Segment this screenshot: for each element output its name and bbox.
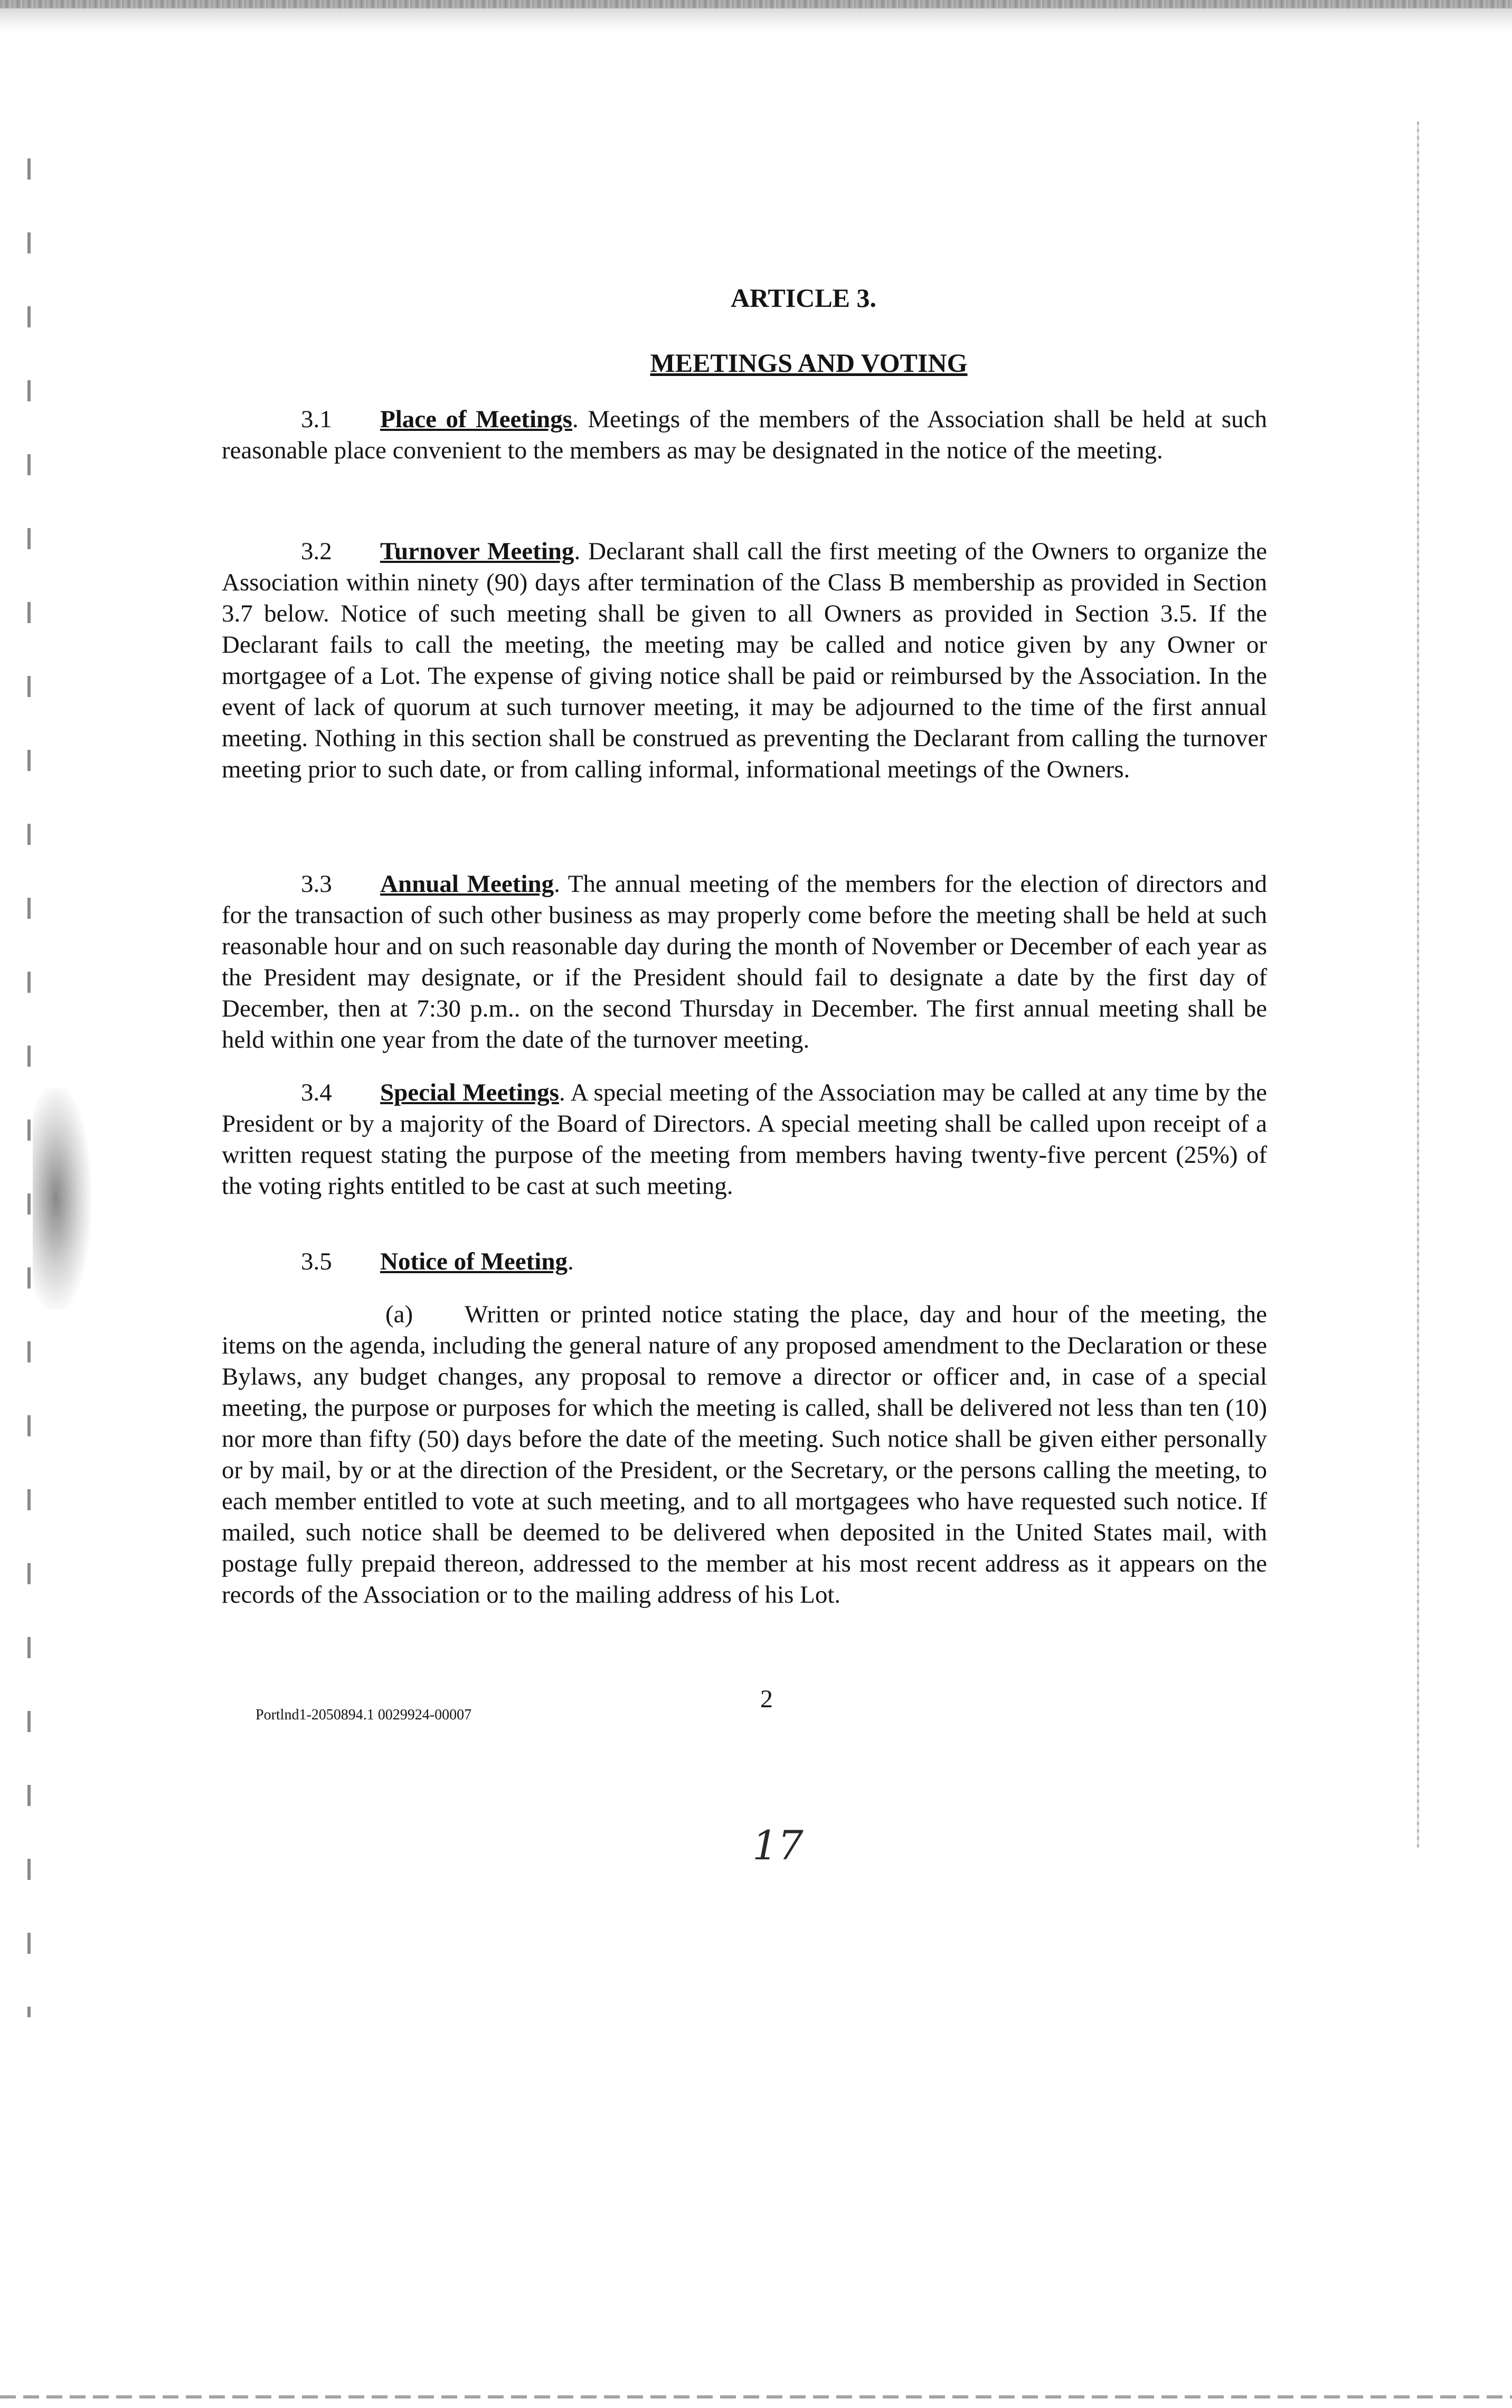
section-number: 3.1: [301, 406, 332, 433]
section-number: 3.5: [301, 1248, 332, 1275]
subsection-text: Written or printed notice stating the place, day and hour of the meeting, the items on the agenda, including the general nature of any proposed amendment to the Declaration or these Bylaws, any budget changes, any proposal to remove a director or officer and, in case of a special meeting, the purpose or purposes for which the meeting is called, shall be delivered not less than ten (10) nor more than fifty (50) days before the date of the meeting. Such notice shall be given either personally or by mail, by or at the direction of the President, or the Secretary, or the persons calling the meeting, to each member entitled to vote at such meeting, and to all mortgagees who have requested such notice. If mailed, such notice shall be deemed to be delivered when deposited in the United States mail, with postage fully prepaid thereon, addressed to the member at his most recent address as it appears on the records of the Association or to the mailing address of his Lot.: [222, 1301, 1267, 1609]
section-3-2: [222, 536, 1267, 785]
section-3-3: [222, 869, 1267, 1056]
section-3-5: [222, 1246, 1267, 1277]
section-text: . The annual meeting of the members for the election of directors and for the transaction of such other business as may properly come before the meeting shall be held at such reasonable hour and on such reasonable day during the month of November or December of each year as the President may designate, or if the President should fail to designate a date by the first day of December, then at 7:30 p.m.. on the second Thursday in December. The first annual meeting shall be held within one year from the date of the turnover meeting.: [222, 870, 1267, 1054]
section-3-1: [222, 404, 1267, 466]
scan-bottom-edge: [0, 2395, 1512, 2398]
scan-smudge: [33, 1088, 91, 1310]
section-3-4: [222, 1077, 1267, 1202]
handwritten-page-mark: 17: [752, 1822, 804, 1869]
article-title: ARTICLE 3.: [730, 283, 877, 313]
scan-left-edge: [27, 158, 31, 2017]
section-title: Notice of Meeting: [380, 1248, 568, 1275]
scan-top-band: [0, 0, 1512, 8]
subsection-a: [222, 1299, 1267, 1611]
section-number: 3.2: [301, 538, 332, 565]
section-title: Annual Meeting: [380, 870, 554, 898]
section-text: . Meetings of the members of the Association shall be held at such reasonable place convenient to the members as may be designated in the notice of the meeting.: [222, 406, 1267, 464]
section-title: Turnover Meeting: [380, 538, 574, 565]
scan-right-edge: [1417, 121, 1419, 1848]
page-number: 2: [760, 1685, 773, 1713]
section-heading: MEETINGS AND VOTING: [650, 348, 968, 378]
section-text: .: [567, 1248, 574, 1275]
section-title: Special Meetings: [380, 1079, 559, 1106]
section-text: . Declarant shall call the first meeting of the Owners to organize the Association within ninety (90) days after termination of the Class B membership as provided in Section 3.7 below. Notice of such meeting shall be given to all Owners as provided in Section 3.5. If the Declarant fails to call the meeting, the meeting may be called and notice given by any Owner or mortgagee of a Lot. The expense of giving notice shall be paid or reimbursed by the Association. In the event of lack of quorum at such turnover meeting, it may be adjourned to the time of the first annual meeting. Nothing in this section shall be construed as preventing the Declarant from calling the turnover meeting prior to such date, or from calling informal, informational meetings of the Owners.: [222, 538, 1267, 783]
document-reference: Portlnd1-2050894.1 0029924-00007: [256, 1707, 472, 1723]
section-title: Place of Meetings: [380, 406, 572, 433]
section-number: 3.4: [301, 1079, 332, 1106]
section-text: . A special meeting of the Association may be called at any time by the President or by a majority of the Board of Directors. A special meeting shall be called upon receipt of a written request stating the purpose of the meeting from members having twenty-five percent (25%) of the voting rights entitled to be cast at such meeting.: [222, 1079, 1268, 1200]
section-number: 3.3: [301, 870, 332, 898]
subsection-label: (a): [385, 1301, 413, 1328]
